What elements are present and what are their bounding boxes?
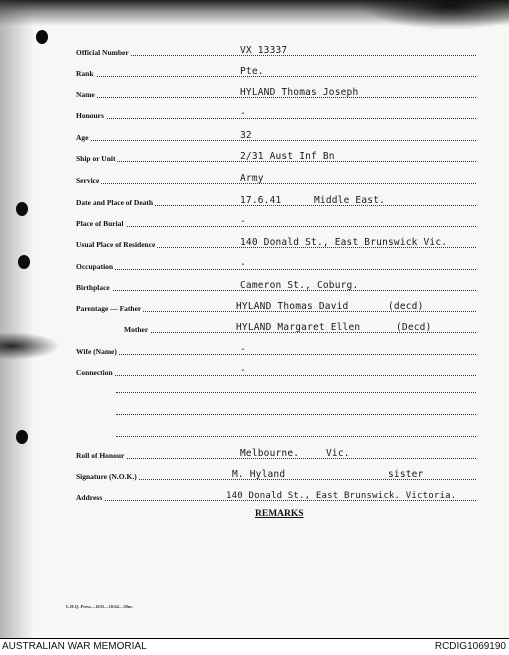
punch-hole <box>16 202 28 216</box>
field-label: Address <box>76 493 103 502</box>
field-birthplace <box>76 279 476 293</box>
field-label: Birthplace <box>76 283 110 292</box>
field-value: 32 <box>240 130 252 141</box>
field-label: Official Number <box>76 48 129 57</box>
field-value: HYLAND Thomas Joseph <box>240 87 359 98</box>
blank-line <box>116 436 476 437</box>
field-label: Name <box>76 90 95 99</box>
field-label: Place of Burial <box>76 219 124 228</box>
field-value: Pte. <box>240 66 264 77</box>
field-label: Mother <box>124 325 149 334</box>
field-service <box>76 172 476 186</box>
field-value-secondary: Middle East. <box>314 195 386 206</box>
punch-hole <box>18 255 30 269</box>
field-honours <box>76 107 476 121</box>
field-value: VX 13337 <box>240 45 288 56</box>
field-ship-or-unit <box>76 150 476 164</box>
field-value: 2/31 Aust Inf Bn <box>240 151 335 162</box>
field-value: - <box>240 365 246 376</box>
field-label: Ship or Unit <box>76 154 116 163</box>
field-date-place-of-death <box>76 194 476 208</box>
field-value: HYLAND Thomas David <box>236 301 349 312</box>
field-official-number <box>76 44 476 58</box>
field-value-secondary: (decd) <box>388 301 424 312</box>
archive-name: AUSTRALIAN WAR MEMORIAL <box>2 641 147 652</box>
field-label: Parentage — Father <box>76 304 142 313</box>
field-name <box>76 86 476 100</box>
field-label: Wife (Name) <box>76 347 117 356</box>
field-label: Roll of Honour <box>76 451 125 460</box>
blank-line <box>116 392 476 393</box>
scan-edge-shadow <box>360 0 509 30</box>
remarks-heading: REMARKS <box>255 509 304 519</box>
field-value: 140 Donald St., East Brunswick. Victoria. <box>226 491 457 501</box>
field-value: - <box>240 108 246 119</box>
field-rank <box>76 65 476 79</box>
archive-reference: RCDIG1069190 <box>434 641 506 652</box>
field-signature-nok <box>76 468 476 482</box>
field-value: - <box>240 216 246 227</box>
field-value: - <box>240 344 246 355</box>
field-label: Connection <box>76 368 113 377</box>
field-value: 17.6.41 <box>240 195 282 206</box>
field-value: 140 Donald St., East Brunswick Vic. <box>240 237 448 248</box>
field-wife <box>76 343 476 357</box>
field-mother <box>124 321 476 335</box>
field-value-secondary: (Decd) <box>396 322 432 333</box>
punch-hole <box>16 430 28 444</box>
punch-hole <box>36 30 48 44</box>
field-label: Signature (N.O.K.) <box>76 472 137 481</box>
field-label: Occupation <box>76 262 114 271</box>
field-usual-residence <box>76 236 476 250</box>
field-address <box>76 489 476 503</box>
field-value: Cameron St., Coburg. <box>240 280 359 291</box>
field-label: Usual Place of Residence <box>76 240 156 249</box>
field-value-secondary: Vic. <box>326 448 350 459</box>
blank-line <box>116 414 476 415</box>
printer-imprint: L.H.Q. Press—1635—10/44—30m. <box>66 604 133 609</box>
field-value: - <box>240 259 246 270</box>
field-occupation <box>76 258 476 272</box>
field-value: HYLAND Margaret Ellen <box>236 322 361 333</box>
field-value-secondary: sister <box>388 469 424 480</box>
field-value: Army <box>240 173 264 184</box>
field-value: Melbourne. <box>240 448 300 459</box>
field-label: Service <box>76 176 100 185</box>
field-place-of-burial <box>76 215 476 229</box>
field-connection <box>76 364 476 378</box>
field-father <box>76 300 476 314</box>
field-label: Honours <box>76 111 104 120</box>
field-label: Date and Place of Death <box>76 198 154 207</box>
field-roll-of-honour <box>76 447 476 461</box>
field-age <box>76 129 476 143</box>
scan-edge-shadow <box>0 0 34 638</box>
field-value: M. Hyland <box>232 469 286 480</box>
field-label: Rank <box>76 69 94 78</box>
scan-smudge <box>0 332 60 360</box>
field-label: Age <box>76 133 89 142</box>
